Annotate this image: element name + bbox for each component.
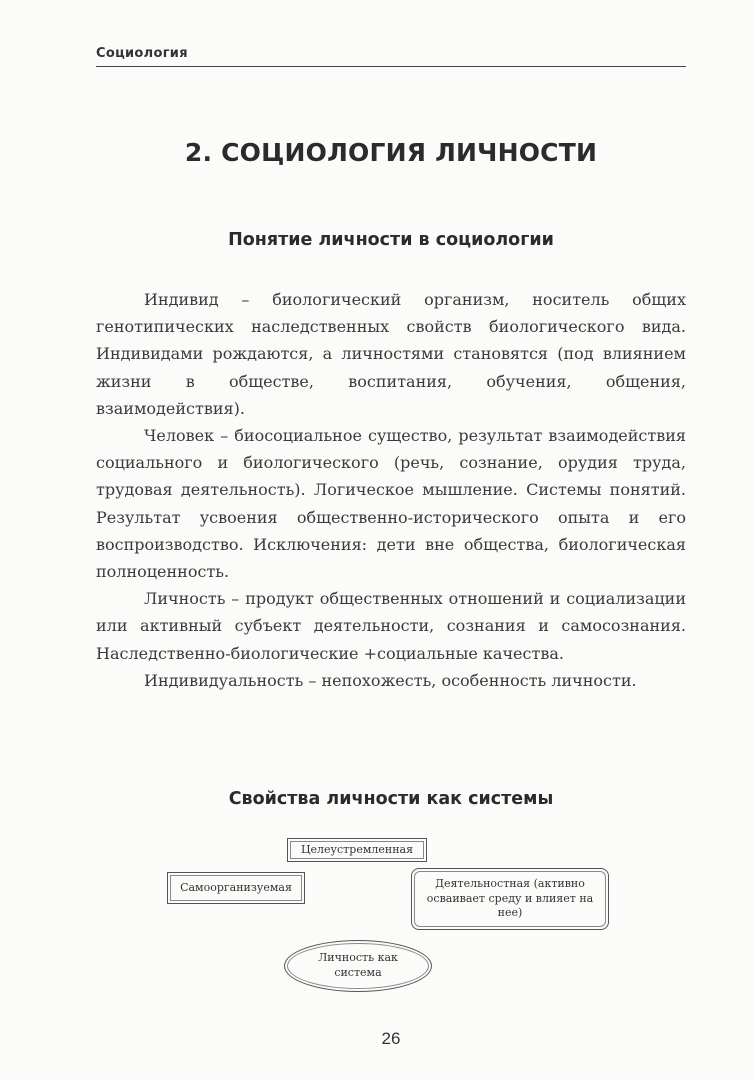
body-text [96, 286, 686, 694]
diagram-box-purposeful [287, 838, 427, 862]
diagram-box-self-organizing [167, 872, 305, 904]
diagram-box-active [411, 868, 609, 930]
diagram-ellipse-label: Личность как система [318, 951, 398, 979]
diagram-box-active-label: Деятельностная (активно осваивает среду и влияет на нее) [426, 876, 594, 920]
diagram-box-self-organizing-label: Самоорганизуемая [180, 880, 292, 894]
chapter-title: 2. СОЦИОЛОГИЯ ЛИЧНОСТИ [184, 138, 598, 167]
paragraph-chelovek: Человек – биосоциальное существо, результат взаимодействия социального и биологического (речь, сознание, орудия труда, трудовая деятельность). Логическое мышление. Системы понятий. Результат усвоения общественно-исторического опыта и его воспроизводство. Исключения: дети вне общества, биологическая полноценность. [96, 426, 686, 582]
page-number: 26 [381, 1029, 401, 1048]
diagram-box-purposeful-label: Целеустремленная [300, 842, 414, 856]
section-title-personality-system: Свойства личности как системы [228, 789, 554, 809]
diagram-ellipse-personality-as-system [284, 940, 432, 992]
section-title-personality-concept: Понятие личности в социологии [228, 230, 554, 250]
paragraph-individualnost: Индивидуальность – непохожесть, особенность личности. [144, 670, 637, 690]
personality-system-diagram [96, 828, 686, 998]
header-rule [96, 66, 686, 67]
paragraph-individ: Индивид – биологический организм, носитель общих генотипических наследственных свойств биологического вида. Индивидами рождаются, а личностями становятся (под влиянием жизни в обществе, воспитания, обучения, общения, взаимодействия). [96, 290, 686, 418]
paragraph-lichnost: Личность – продукт общественных отношений и социализации или активный субъект деятельности, сознания и самосознания. Наследственно-биологические +социальные качества. [96, 589, 686, 663]
running-header: Социология [96, 46, 188, 61]
